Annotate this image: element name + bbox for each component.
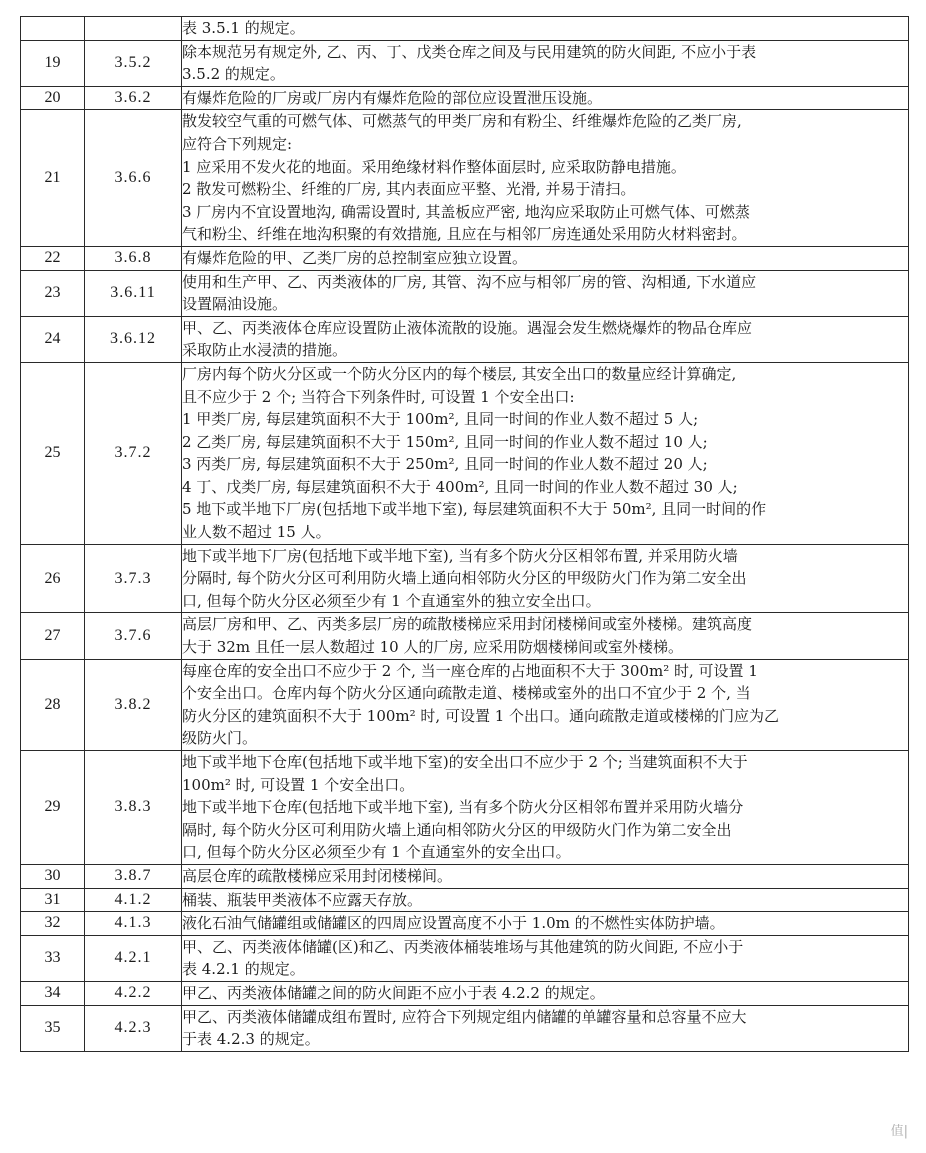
text-line: 地下或半地下仓库(包括地下或半地下室), 当有多个防火分区相邻布置并采用防火墙分 [182, 798, 744, 817]
text-line: 桶装、瓶装甲类液体不应露天存放。 [182, 890, 423, 909]
clause-number: 3.6.8 [85, 246, 182, 270]
table-row [21, 270, 909, 316]
clause-text [182, 751, 909, 865]
text-line: 高层仓库的疏散楼梯应采用封闭楼梯间。 [182, 866, 453, 885]
clause-text [182, 362, 909, 544]
text-line: 应符合下列规定: [182, 134, 293, 153]
clause-number: 3.6.11 [85, 270, 182, 316]
clause-number: 3.8.2 [85, 659, 182, 750]
text-line: 防火分区的建筑面积不大于 100m² 时, 可设置 1 个出口。通向疏散走道或楼梯的门应为乙 [182, 706, 780, 725]
text-line: 甲、乙、丙类液体储罐(区)和乙、丙类液体桶装堆场与其他建筑的防火间距, 不应小于 [182, 937, 744, 956]
clause-text [182, 270, 909, 316]
text-line: 地下或半地下仓库(包括地下或半地下室)的安全出口不应少于 2 个; 当建筑面积不大于 [182, 753, 748, 771]
table-row [21, 110, 909, 247]
text-line: 甲、乙、丙类液体仓库应设置防止液体流散的设施。遇湿会发生燃烧爆炸的物品仓库应 [182, 318, 753, 337]
table-row [21, 981, 909, 1005]
clause-text [182, 912, 909, 936]
table-row [21, 362, 909, 544]
text-line: 高层厂房和甲、乙、丙类多层厂房的疏散楼梯应采用封闭楼梯间或室外楼梯。建筑高度 [182, 615, 753, 634]
row-number: 21 [21, 110, 85, 247]
clause-text [182, 110, 909, 247]
text-line: 表 4.2.1 的规定。 [182, 960, 305, 979]
clause-text [182, 888, 909, 912]
row-number: 33 [21, 935, 85, 981]
text-line: 散发较空气重的可燃气体、可燃蒸气的甲类厂房和有粉尘、纤维爆炸危险的乙类厂房, [182, 112, 742, 131]
text-line: 设置隔油设施。 [182, 295, 288, 314]
clause-number: 3.8.7 [85, 864, 182, 888]
text-line: 液化石油气储罐组或储罐区的四周应设置高度不小于 1.0m 的不燃性实体防护墙。 [182, 914, 725, 933]
clause-number: 3.6.6 [85, 110, 182, 247]
fire-code-table [20, 16, 909, 1052]
table-row [21, 246, 909, 270]
row-number: 27 [21, 613, 85, 659]
clause-text [182, 17, 909, 41]
table-row [21, 40, 909, 86]
text-line: 个安全出口。仓库内每个防火分区通向疏散走道、楼梯或室外的出口不宜少于 2 个, 当 [182, 684, 751, 703]
clause-text [182, 935, 909, 981]
text-line: 4 丁、戊类厂房, 每层建筑面积不大于 400m², 且同一时间的作业人数不超过 30 人; [182, 477, 738, 496]
text-line: 每座仓库的安全出口不应少于 2 个, 当一座仓库的占地面积不大于 300m² 时, 可设置 1 [182, 661, 758, 680]
text-line: 气和粉尘、纤维在地沟积聚的有效措施, 且应在与相邻厂房连通处采用防火材料密封。 [182, 225, 747, 244]
text-line: 2 散发可燃粉尘、纤维的厂房, 其内表面应平整、光滑, 并易于清扫。 [182, 180, 636, 199]
table-row [21, 86, 909, 110]
clause-number: 3.5.2 [85, 40, 182, 86]
clause-number: 4.1.2 [85, 888, 182, 912]
text-line: 且不应少于 2 个; 当符合下列条件时, 可设置 1 个安全出口: [182, 387, 575, 406]
row-number: 31 [21, 888, 85, 912]
table-row [21, 17, 909, 41]
clause-number: 4.2.1 [85, 935, 182, 981]
row-number: 30 [21, 864, 85, 888]
clause-number: 3.7.2 [85, 362, 182, 544]
text-line: 甲乙、丙类液体储罐成组布置时, 应符合下列规定组内储罐的单罐容量和总容量不应大 [182, 1007, 747, 1026]
row-number: 34 [21, 981, 85, 1005]
clause-number [85, 17, 182, 41]
row-number: 29 [21, 751, 85, 865]
table-row [21, 912, 909, 936]
text-line: 口, 但每个防火分区必须至少有 1 个直通室外的独立安全出口。 [182, 591, 601, 610]
text-line: 甲乙、丙类液体储罐之间的防火间距不应小于表 4.2.2 的规定。 [182, 983, 605, 1002]
text-line: 大于 32m 且任一层人数超过 10 人的厂房, 应采用防烟楼梯间或室外楼梯。 [182, 638, 684, 657]
row-number: 26 [21, 544, 85, 613]
text-line: 于表 4.2.3 的规定。 [182, 1030, 320, 1049]
clause-number: 4.1.3 [85, 912, 182, 936]
row-number: 19 [21, 40, 85, 86]
text-line: 1 应采用不发火花的地面。采用绝缘材料作整体面层时, 应采取防静电措施。 [182, 157, 686, 176]
table-row [21, 864, 909, 888]
clause-number: 3.6.12 [85, 316, 182, 362]
clause-text [182, 40, 909, 86]
row-number: 28 [21, 659, 85, 750]
text-line: 级防火门。 [182, 729, 258, 748]
text-line: 业人数不超过 15 人。 [182, 523, 331, 542]
table-row [21, 316, 909, 362]
table-row [21, 935, 909, 981]
row-number: 23 [21, 270, 85, 316]
clause-text [182, 864, 909, 888]
text-line: 除本规范另有规定外, 乙、丙、丁、戊类仓库之间及与民用建筑的防火间距, 不应小于表 [182, 42, 757, 61]
table-row [21, 659, 909, 750]
clause-text [182, 613, 909, 659]
text-line: 使用和生产甲、乙、丙类液体的厂房, 其管、沟不应与相邻厂房的管、沟相通, 下水道应 [182, 272, 757, 291]
text-line: 有爆炸危险的厂房或厂房内有爆炸危险的部位应设置泄压设施。 [182, 88, 603, 107]
text-line: 地下或半地下厂房(包括地下或半地下室), 当有多个防火分区相邻布置, 并采用防火墙 [182, 546, 738, 565]
text-line: 隔时, 每个防火分区可利用防火墙上通向相邻防火分区的甲级防火门作为第二安全出 [182, 820, 732, 839]
text-line: 厂房内每个防火分区或一个防火分区内的每个楼层, 其安全出口的数量应经计算确定, [182, 364, 737, 383]
text-line: 有爆炸危险的甲、乙类厂房的总控制室应独立设置。 [182, 248, 528, 267]
text-line: 3 丙类厂房, 每层建筑面积不大于 250m², 且同一时间的作业人数不超过 20 人; [182, 455, 708, 474]
clause-number: 3.7.3 [85, 544, 182, 613]
table-body [21, 17, 909, 1052]
clause-number: 4.2.3 [85, 1005, 182, 1051]
text-line: 3.5.2 的规定。 [182, 65, 285, 84]
clause-text [182, 316, 909, 362]
table-row [21, 751, 909, 865]
text-line: 分隔时, 每个防火分区可利用防火墙上通向相邻防火分区的甲级防火门作为第二安全出 [182, 569, 747, 588]
clause-number: 3.7.6 [85, 613, 182, 659]
text-line: 采取防止水浸渍的措施。 [182, 341, 348, 360]
table-row [21, 888, 909, 912]
text-line: 口, 但每个防火分区必须至少有 1 个直通室外的安全出口。 [182, 843, 571, 862]
text-line: 3 厂房内不宜设置地沟, 确需设置时, 其盖板应严密, 地沟应采取防止可燃气体、可燃蒸 [182, 202, 750, 221]
clause-number: 3.8.3 [85, 751, 182, 865]
watermark: 值| [890, 1124, 908, 1139]
text-line: 表 3.5.1 的规定。 [182, 19, 305, 37]
text-line: 1 甲类厂房, 每层建筑面积不大于 100m², 且同一时间的作业人数不超过 5 人; [182, 410, 699, 429]
row-number: 24 [21, 316, 85, 362]
clause-text [182, 659, 909, 750]
text-line: 2 乙类厂房, 每层建筑面积不大于 150m², 且同一时间的作业人数不超过 10 人; [182, 432, 708, 451]
row-number: 25 [21, 362, 85, 544]
clause-number: 3.6.2 [85, 86, 182, 110]
row-number [21, 17, 85, 41]
clause-text [182, 544, 909, 613]
text-line: 5 地下或半地下厂房(包括地下或半地下室), 每层建筑面积不大于 50m², 且同一时间的作 [182, 500, 767, 519]
row-number: 22 [21, 246, 85, 270]
row-number: 32 [21, 912, 85, 936]
text-line: 100m² 时, 可设置 1 个安全出口。 [182, 775, 415, 794]
clause-text [182, 981, 909, 1005]
table-row [21, 1005, 909, 1051]
row-number: 35 [21, 1005, 85, 1051]
row-number: 20 [21, 86, 85, 110]
clause-text [182, 1005, 909, 1051]
table-row [21, 613, 909, 659]
clause-number: 4.2.2 [85, 981, 182, 1005]
clause-text [182, 86, 909, 110]
table-row [21, 544, 909, 613]
clause-text [182, 246, 909, 270]
